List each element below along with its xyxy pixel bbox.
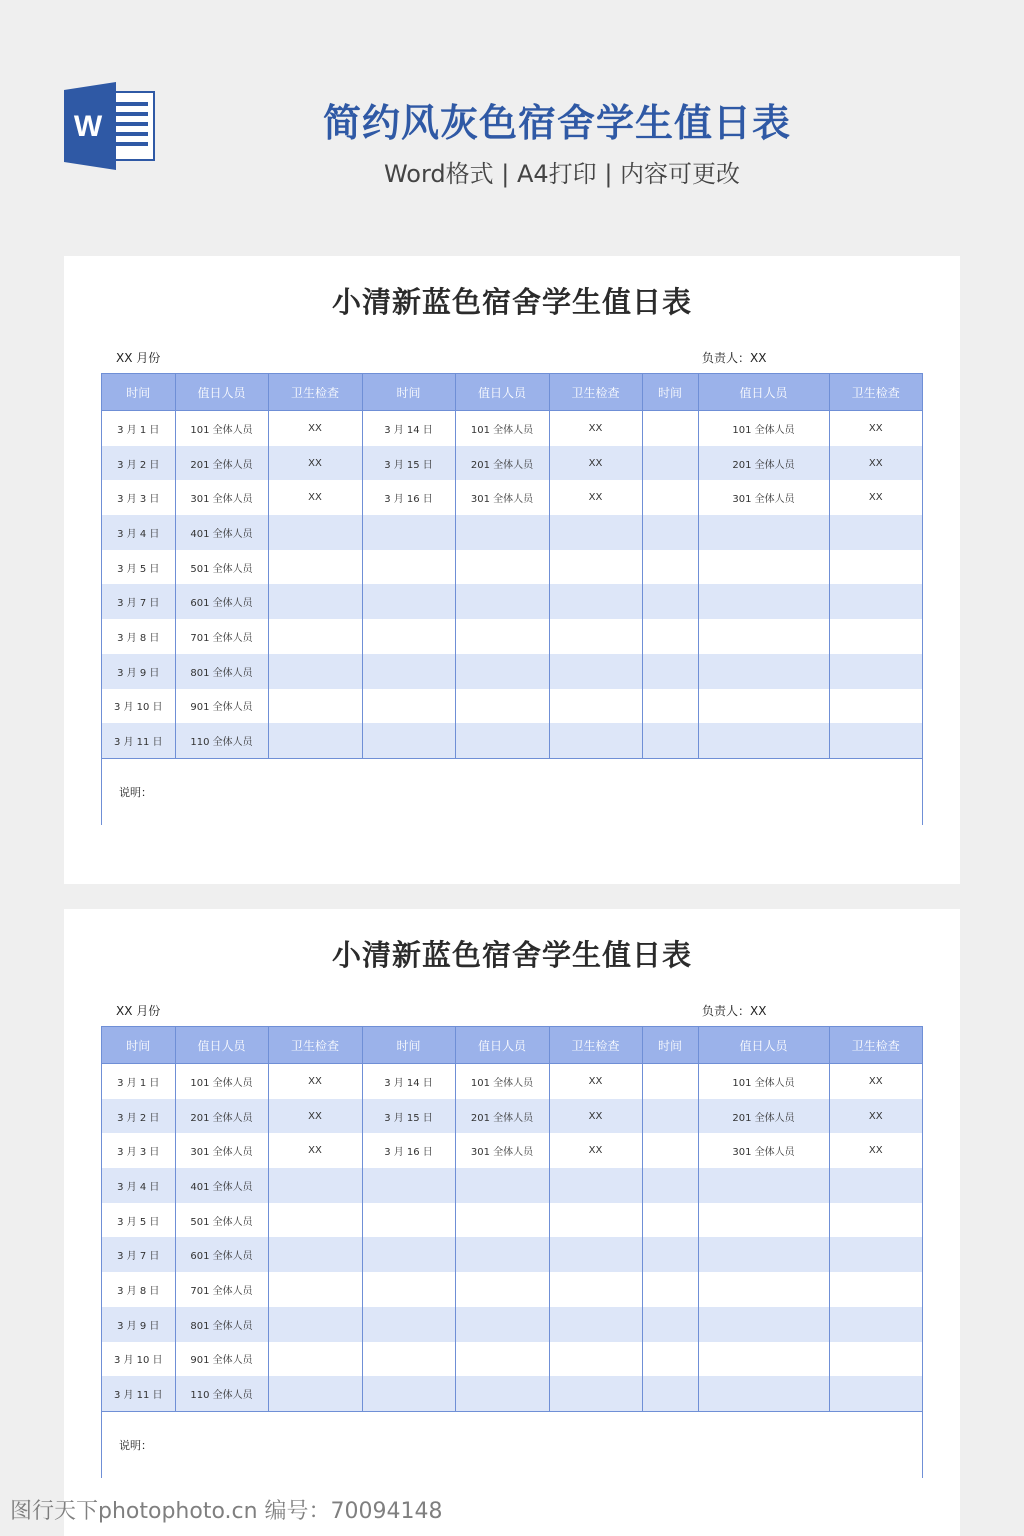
table-cell bbox=[268, 619, 362, 654]
table-cell: 301 全体人员 bbox=[698, 480, 829, 515]
table-cell bbox=[455, 584, 549, 619]
table-cell: 601 全体人员 bbox=[175, 1237, 268, 1272]
table-cell bbox=[642, 515, 698, 550]
watermark-text: 图行天下photophoto.cn 编号：70094148 bbox=[10, 1499, 443, 1524]
table-cell: 801 全体人员 bbox=[175, 1307, 268, 1342]
table-cell bbox=[642, 1099, 698, 1134]
table-cell bbox=[642, 550, 698, 585]
table-row bbox=[102, 619, 922, 654]
table-cell bbox=[455, 1376, 549, 1411]
table-cell bbox=[642, 1342, 698, 1377]
column-header: 时间 bbox=[102, 1027, 175, 1064]
table-cell bbox=[549, 689, 642, 724]
table-row bbox=[102, 689, 922, 724]
column-header: 值日人员 bbox=[175, 374, 268, 411]
table-cell bbox=[642, 1203, 698, 1238]
table-cell bbox=[829, 1307, 922, 1342]
table-cell bbox=[642, 446, 698, 481]
table-cell: 101 全体人员 bbox=[175, 1064, 268, 1099]
table-cell: 3 月 15 日 bbox=[362, 1099, 455, 1134]
table-cell bbox=[362, 1203, 455, 1238]
duty-table bbox=[101, 373, 923, 825]
table-cell bbox=[362, 654, 455, 689]
table-cell bbox=[362, 1272, 455, 1307]
table-row bbox=[102, 1168, 922, 1203]
table-cell bbox=[268, 689, 362, 724]
table-cell: 301 全体人员 bbox=[175, 480, 268, 515]
table-cell: 101 全体人员 bbox=[175, 411, 268, 446]
table-cell bbox=[362, 584, 455, 619]
table-cell bbox=[455, 550, 549, 585]
table-cell bbox=[549, 1272, 642, 1307]
table-cell bbox=[829, 689, 922, 724]
table-cell: 3 月 1 日 bbox=[102, 411, 175, 446]
table-cell bbox=[549, 515, 642, 550]
table-cell: 301 全体人员 bbox=[698, 1133, 829, 1168]
duty-sheet-2 bbox=[64, 909, 960, 1536]
table-cell: 3 月 14 日 bbox=[362, 1064, 455, 1099]
table-cell: 701 全体人员 bbox=[175, 619, 268, 654]
table-cell bbox=[268, 723, 362, 758]
table-row bbox=[102, 480, 922, 515]
table-cell: XX bbox=[268, 1099, 362, 1134]
column-header: 时间 bbox=[642, 374, 698, 411]
table-cell: 3 月 3 日 bbox=[102, 480, 175, 515]
notes-label: 说明： bbox=[102, 758, 922, 825]
table-cell bbox=[642, 1376, 698, 1411]
column-header: 卫生检查 bbox=[829, 1027, 922, 1064]
table-cell bbox=[829, 1342, 922, 1377]
table-cell bbox=[698, 1203, 829, 1238]
month-label: XX 月份 bbox=[116, 1004, 161, 1018]
table-cell bbox=[268, 550, 362, 585]
table-row bbox=[102, 1272, 922, 1307]
table-cell bbox=[455, 689, 549, 724]
table-cell bbox=[268, 1272, 362, 1307]
table-cell bbox=[362, 1168, 455, 1203]
table-cell: 3 月 5 日 bbox=[102, 1203, 175, 1238]
table-row bbox=[102, 1064, 922, 1099]
table-cell bbox=[549, 1237, 642, 1272]
table-cell: 201 全体人员 bbox=[175, 1099, 268, 1134]
table-cell: XX bbox=[549, 1133, 642, 1168]
table-cell: 3 月 5 日 bbox=[102, 550, 175, 585]
table-cell: 901 全体人员 bbox=[175, 689, 268, 724]
table-cell: XX bbox=[829, 446, 922, 481]
table-cell bbox=[642, 584, 698, 619]
table-cell bbox=[642, 1272, 698, 1307]
table-cell bbox=[698, 654, 829, 689]
table-cell bbox=[698, 1307, 829, 1342]
table-cell: 201 全体人员 bbox=[455, 1099, 549, 1134]
sheet-title: 小清新蓝色宿舍学生值日表 bbox=[331, 938, 692, 972]
table-cell bbox=[829, 584, 922, 619]
table-cell: 3 月 15 日 bbox=[362, 446, 455, 481]
table-cell bbox=[455, 619, 549, 654]
table-cell bbox=[642, 480, 698, 515]
table-cell: 3 月 9 日 bbox=[102, 1307, 175, 1342]
column-header: 时间 bbox=[362, 374, 455, 411]
table-row bbox=[102, 446, 922, 481]
table-cell bbox=[829, 654, 922, 689]
table-cell: 101 全体人员 bbox=[698, 411, 829, 446]
table-cell bbox=[455, 1237, 549, 1272]
column-header: 值日人员 bbox=[698, 374, 829, 411]
table-cell: 701 全体人员 bbox=[175, 1272, 268, 1307]
table-cell: 3 月 10 日 bbox=[102, 1342, 175, 1377]
table-cell bbox=[268, 1168, 362, 1203]
table-cell: XX bbox=[549, 480, 642, 515]
column-header: 卫生检查 bbox=[549, 374, 642, 411]
table-cell: XX bbox=[268, 411, 362, 446]
table-cell bbox=[642, 723, 698, 758]
page-subtitle: Word格式 | A4打印 | 内容可更改 bbox=[383, 160, 741, 188]
table-cell bbox=[829, 1272, 922, 1307]
table-cell bbox=[455, 1272, 549, 1307]
table-cell bbox=[362, 1376, 455, 1411]
table-row bbox=[102, 723, 922, 758]
table-cell: XX bbox=[829, 480, 922, 515]
table-cell: XX bbox=[549, 1064, 642, 1099]
table-cell bbox=[455, 1307, 549, 1342]
table-cell: 801 全体人员 bbox=[175, 654, 268, 689]
table-cell: 3 月 2 日 bbox=[102, 446, 175, 481]
duty-table bbox=[101, 1026, 923, 1478]
table-cell bbox=[829, 515, 922, 550]
table-cell bbox=[455, 515, 549, 550]
table-row bbox=[102, 1342, 922, 1377]
table-cell bbox=[829, 1237, 922, 1272]
table-cell bbox=[829, 1376, 922, 1411]
table-cell: 3 月 9 日 bbox=[102, 654, 175, 689]
table-cell bbox=[362, 1342, 455, 1377]
table-cell: 3 月 3 日 bbox=[102, 1133, 175, 1168]
table-cell bbox=[698, 584, 829, 619]
table-cell bbox=[642, 1237, 698, 1272]
table-row bbox=[102, 1376, 922, 1411]
page-header bbox=[0, 0, 1024, 240]
table-cell: XX bbox=[549, 411, 642, 446]
table-cell bbox=[829, 1203, 922, 1238]
table-cell: 3 月 14 日 bbox=[362, 411, 455, 446]
table-cell: 201 全体人员 bbox=[455, 446, 549, 481]
table-cell bbox=[362, 723, 455, 758]
table-cell bbox=[362, 1237, 455, 1272]
table-cell bbox=[698, 689, 829, 724]
table-row bbox=[102, 1237, 922, 1272]
table-cell bbox=[455, 1342, 549, 1377]
column-header: 值日人员 bbox=[175, 1027, 268, 1064]
table-cell: 501 全体人员 bbox=[175, 550, 268, 585]
table-cell bbox=[642, 411, 698, 446]
table-cell bbox=[829, 550, 922, 585]
table-cell: XX bbox=[829, 411, 922, 446]
page-title: 简约风灰色宿舍学生值日表 bbox=[322, 101, 791, 145]
table-cell bbox=[362, 619, 455, 654]
column-header: 卫生检查 bbox=[829, 374, 922, 411]
table-cell bbox=[362, 515, 455, 550]
table-cell: 501 全体人员 bbox=[175, 1203, 268, 1238]
table-cell: 301 全体人员 bbox=[455, 480, 549, 515]
table-cell: 3 月 4 日 bbox=[102, 1168, 175, 1203]
table-cell: 201 全体人员 bbox=[175, 446, 268, 481]
table-cell: 110 全体人员 bbox=[175, 723, 268, 758]
table-cell bbox=[549, 654, 642, 689]
table-cell: XX bbox=[268, 1064, 362, 1099]
table-cell: 401 全体人员 bbox=[175, 1168, 268, 1203]
table-cell: 3 月 11 日 bbox=[102, 1376, 175, 1411]
table-row bbox=[102, 515, 922, 550]
table-cell bbox=[549, 1342, 642, 1377]
table-cell bbox=[829, 1168, 922, 1203]
word-icon-letter: W bbox=[73, 110, 103, 143]
month-label: XX 月份 bbox=[116, 351, 161, 365]
table-row bbox=[102, 1133, 922, 1168]
table-cell bbox=[698, 550, 829, 585]
duty-sheet-1 bbox=[64, 256, 960, 884]
table-cell: XX bbox=[549, 1099, 642, 1134]
table-cell: 101 全体人员 bbox=[698, 1064, 829, 1099]
table-cell bbox=[549, 1307, 642, 1342]
table-cell bbox=[268, 1307, 362, 1342]
table-row bbox=[102, 1099, 922, 1134]
column-header: 值日人员 bbox=[455, 374, 549, 411]
table-cell: 301 全体人员 bbox=[175, 1133, 268, 1168]
table-cell bbox=[268, 1237, 362, 1272]
table-cell bbox=[698, 1272, 829, 1307]
table-row bbox=[102, 584, 922, 619]
table-cell: 201 全体人员 bbox=[698, 1099, 829, 1134]
table-cell bbox=[549, 1203, 642, 1238]
table-cell bbox=[642, 689, 698, 724]
table-cell bbox=[642, 1168, 698, 1203]
table-cell: XX bbox=[549, 446, 642, 481]
table-cell: XX bbox=[829, 1133, 922, 1168]
table-cell bbox=[698, 1376, 829, 1411]
table-cell bbox=[698, 723, 829, 758]
table-cell: 3 月 4 日 bbox=[102, 515, 175, 550]
table-cell bbox=[268, 1342, 362, 1377]
table-cell: 3 月 16 日 bbox=[362, 1133, 455, 1168]
table-cell: 401 全体人员 bbox=[175, 515, 268, 550]
table-cell bbox=[549, 619, 642, 654]
table-cell bbox=[268, 1203, 362, 1238]
table-cell bbox=[362, 689, 455, 724]
table-cell bbox=[829, 619, 922, 654]
table-cell: 3 月 16 日 bbox=[362, 480, 455, 515]
column-header: 值日人员 bbox=[455, 1027, 549, 1064]
column-header: 卫生检查 bbox=[268, 1027, 362, 1064]
table-cell: 3 月 2 日 bbox=[102, 1099, 175, 1134]
table-cell: 3 月 10 日 bbox=[102, 689, 175, 724]
table-cell bbox=[698, 1168, 829, 1203]
column-header: 时间 bbox=[102, 374, 175, 411]
table-row bbox=[102, 1203, 922, 1238]
table-cell bbox=[642, 1064, 698, 1099]
table-cell: XX bbox=[268, 1133, 362, 1168]
table-row bbox=[102, 411, 922, 446]
table-cell bbox=[268, 654, 362, 689]
column-header: 时间 bbox=[642, 1027, 698, 1064]
table-cell bbox=[455, 1168, 549, 1203]
table-cell bbox=[642, 654, 698, 689]
table-row bbox=[102, 654, 922, 689]
column-header: 时间 bbox=[362, 1027, 455, 1064]
notes-label: 说明： bbox=[102, 1411, 922, 1478]
table-cell bbox=[549, 723, 642, 758]
column-header: 值日人员 bbox=[698, 1027, 829, 1064]
table-cell bbox=[549, 550, 642, 585]
table-cell bbox=[698, 1237, 829, 1272]
table-cell: 3 月 7 日 bbox=[102, 584, 175, 619]
table-cell: 301 全体人员 bbox=[455, 1133, 549, 1168]
owner-label: 负责人：XX bbox=[702, 1004, 767, 1018]
table-cell bbox=[642, 1307, 698, 1342]
table-cell bbox=[455, 723, 549, 758]
table-row bbox=[102, 1307, 922, 1342]
table-cell: XX bbox=[268, 446, 362, 481]
table-cell bbox=[642, 1133, 698, 1168]
table-cell bbox=[455, 654, 549, 689]
table-cell bbox=[549, 584, 642, 619]
column-header: 卫生检查 bbox=[268, 374, 362, 411]
table-cell: XX bbox=[268, 480, 362, 515]
table-cell bbox=[362, 1307, 455, 1342]
table-cell: 101 全体人员 bbox=[455, 411, 549, 446]
table-cell: XX bbox=[829, 1064, 922, 1099]
table-cell: 3 月 8 日 bbox=[102, 619, 175, 654]
table-cell: 110 全体人员 bbox=[175, 1376, 268, 1411]
sheet-title: 小清新蓝色宿舍学生值日表 bbox=[331, 285, 692, 319]
table-cell: XX bbox=[829, 1099, 922, 1134]
table-cell bbox=[268, 584, 362, 619]
table-cell: 601 全体人员 bbox=[175, 584, 268, 619]
table-cell bbox=[642, 619, 698, 654]
table-row bbox=[102, 550, 922, 585]
table-cell bbox=[698, 515, 829, 550]
table-cell: 201 全体人员 bbox=[698, 446, 829, 481]
table-cell: 3 月 1 日 bbox=[102, 1064, 175, 1099]
table-cell: 901 全体人员 bbox=[175, 1342, 268, 1377]
column-header: 卫生检查 bbox=[549, 1027, 642, 1064]
table-cell bbox=[268, 1376, 362, 1411]
table-cell: 3 月 11 日 bbox=[102, 723, 175, 758]
table-cell: 3 月 7 日 bbox=[102, 1237, 175, 1272]
owner-label: 负责人：XX bbox=[702, 351, 767, 365]
table-cell bbox=[698, 619, 829, 654]
table-cell bbox=[549, 1168, 642, 1203]
table-cell bbox=[698, 1342, 829, 1377]
table-cell bbox=[829, 723, 922, 758]
table-cell bbox=[268, 515, 362, 550]
table-cell bbox=[455, 1203, 549, 1238]
table-cell: 101 全体人员 bbox=[455, 1064, 549, 1099]
table-cell: 3 月 8 日 bbox=[102, 1272, 175, 1307]
table-cell bbox=[362, 550, 455, 585]
table-cell bbox=[549, 1376, 642, 1411]
